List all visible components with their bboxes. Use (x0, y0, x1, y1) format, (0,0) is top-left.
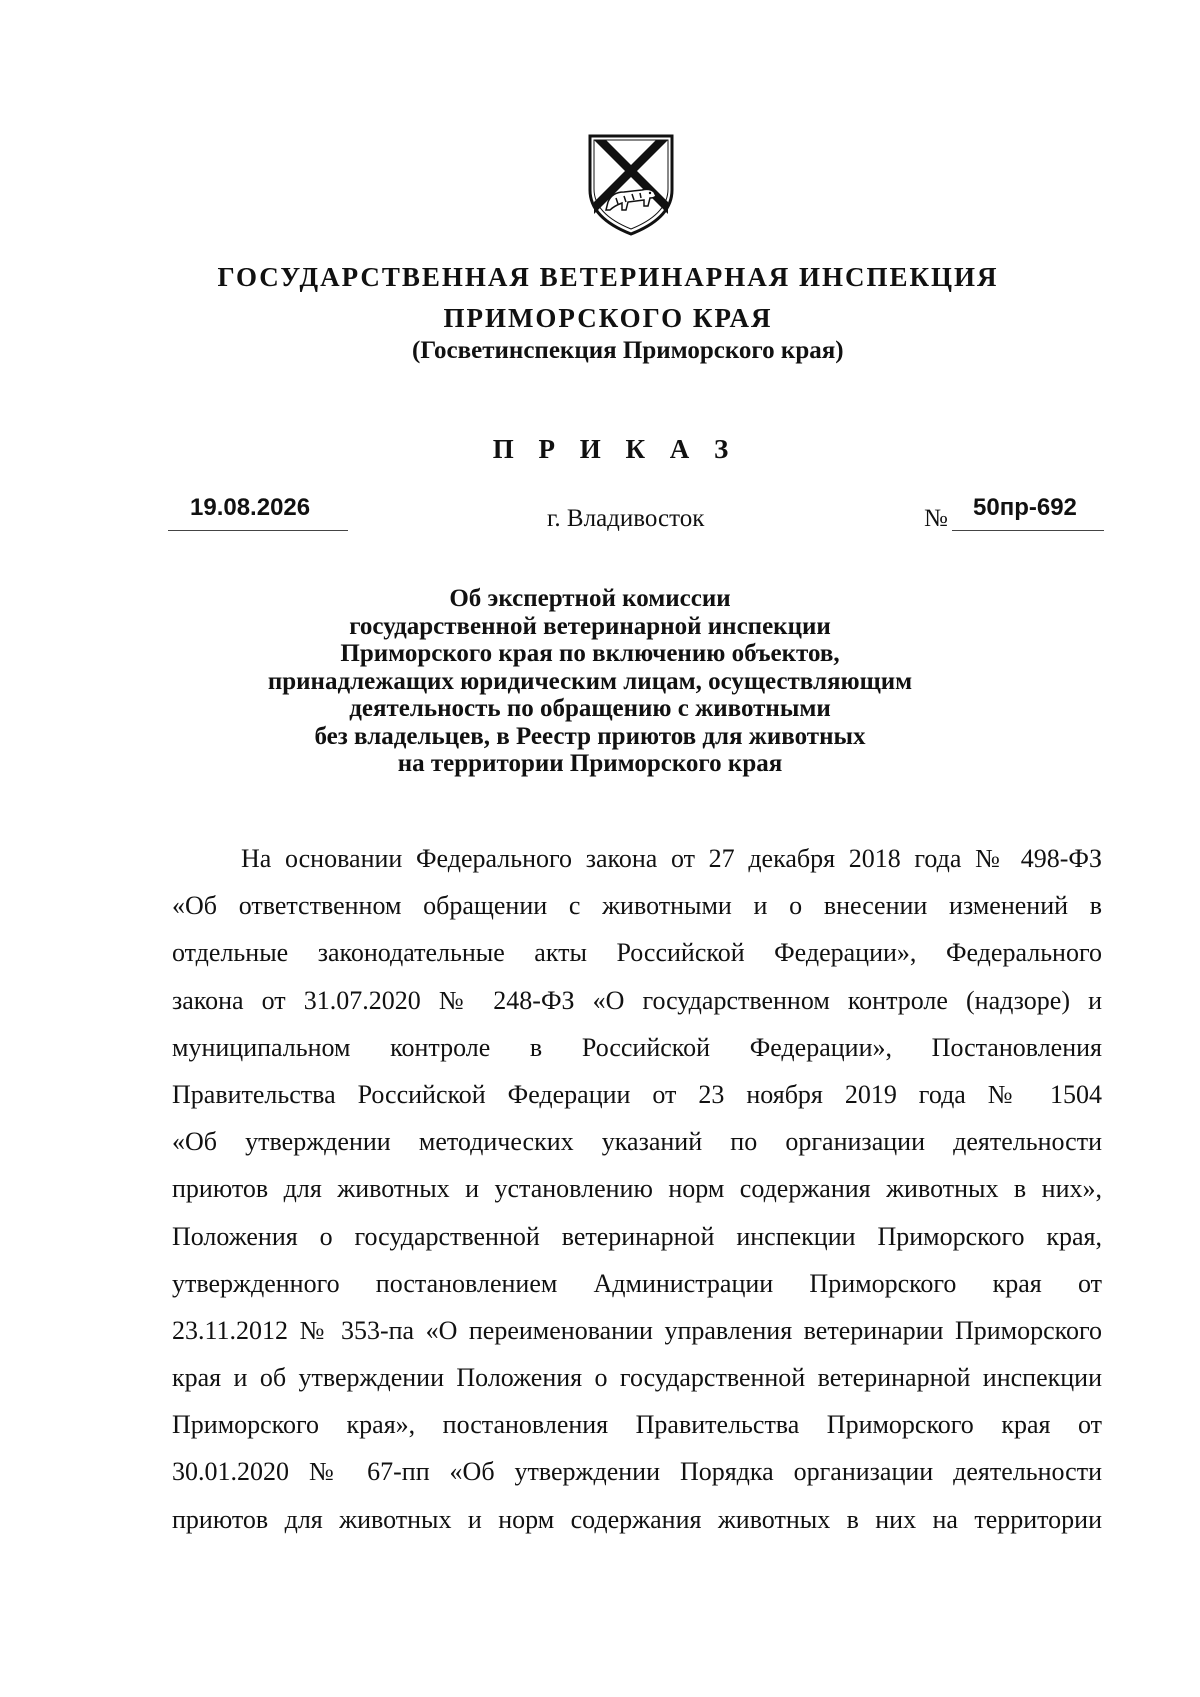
title-line: государственной ветеринарной инспекции (349, 612, 831, 640)
primorsky-krai-coat-of-arms-icon (584, 132, 678, 238)
body-line: края и об утверждении Положения о государственной ветеринарной инспекции (172, 1363, 1102, 1393)
body-line: 23.11.2012 № 353-па «О переименовании управления ветеринарии Приморского (172, 1315, 1102, 1345)
organization-short-name: (Госветинспекция Приморского края) (412, 337, 844, 364)
body-line: На основании Федерального закона от 27 декабря 2018 года № 498-ФЗ (241, 844, 1102, 873)
document-date: 19.08.2026 (190, 494, 311, 521)
body-line: закона от 31.07.2020 № 248-ФЗ «О государственном контроле (надзоре) и (172, 985, 1102, 1015)
body-line: Положения о государственной ветеринарной инспекции Приморского края, (172, 1221, 1102, 1251)
title-line: Об экспертной комиссии (449, 585, 731, 612)
document-title (180, 585, 1000, 778)
body-line: «Об ответственном обращении с животными и о внесении изменений в (172, 891, 1102, 921)
document-number-field (952, 494, 1104, 531)
body-line: приютов для животных и установлению норм содержания животных в них», (172, 1174, 1102, 1204)
document-city: г. Владивосток (547, 505, 705, 532)
body-line: «Об утверждении методических указаний по организации деятельности (172, 1127, 1102, 1157)
title-line: без владельцев, в Реестр приютов для животных (314, 722, 866, 750)
organization-name-line1: ГОСУДАРСТВЕННАЯ ВЕТЕРИНАРНАЯ ИНСПЕКЦИЯ (217, 262, 999, 292)
body-line: 30.01.2020 № 67-пп «Об утверждении Порядка организации деятельности (172, 1457, 1102, 1487)
title-line: Приморского края по включению объектов, (340, 640, 840, 667)
body-line: утвержденного постановлением Администрации Приморского края от (172, 1268, 1102, 1298)
document-body-paragraph (172, 835, 1102, 1543)
body-line: Приморского края», постановления Правительства Приморского края от (172, 1410, 1102, 1440)
organization-name-line2: ПРИМОРСКОГО КРАЯ (443, 303, 773, 333)
title-line: деятельность по обращению с животными (349, 695, 831, 722)
body-line: муниципальном контроле в Российской Федерации», Постановления (172, 1032, 1102, 1062)
document-number: 50пр-692 (973, 494, 1077, 521)
document-number-label: № (924, 505, 948, 532)
document-date-field (168, 494, 348, 531)
title-line: на территории Приморского края (397, 750, 783, 777)
body-line: приютов для животных и норм содержания животных в них на территории (172, 1504, 1102, 1534)
title-line: принадлежащих юридическим лицам, осуществляющим (267, 667, 913, 695)
document-type-heading: П Р И К А З (492, 434, 738, 464)
body-line: Правительства Российской Федерации от 23 ноября 2019 года № 1504 (172, 1079, 1102, 1109)
body-line: отдельные законодательные акты Российской Федерации», Федерального (172, 938, 1102, 968)
